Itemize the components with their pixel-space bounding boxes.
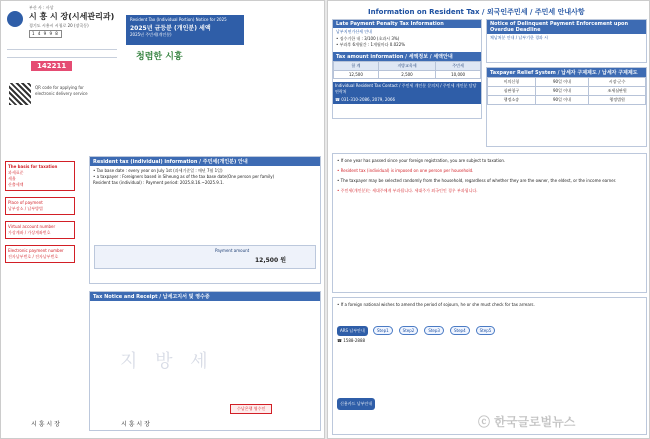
right-page	[327, 0, 650, 439]
step-pill: Step4	[450, 326, 470, 335]
amount-table	[333, 61, 481, 79]
stamp-watermark: 지 방 세	[120, 351, 214, 372]
amount-value: 12,500 원	[255, 257, 287, 264]
tax-basis-item: 산출세액	[8, 182, 24, 187]
watermark: ⓒ 한국글로벌뉴스	[478, 415, 576, 429]
note-line: • Resident tax (individual) is imposed on one person per household.	[337, 168, 474, 173]
relief-cell: 심판청구	[488, 87, 536, 96]
notice-header	[126, 15, 244, 45]
steps-row	[373, 326, 643, 335]
payment-place-box	[5, 197, 75, 215]
late-penalty-section	[332, 19, 482, 119]
info-line: • a taxpayer : Foreigners based in Siheung as of the tax base date(One person per family)	[93, 174, 275, 179]
info-line: • Tax base date : every year on July 1st (과세기준일 : 매년 7월 1일)	[93, 168, 223, 173]
amount-title: Tax amount information / 세액정보 / 세액안내	[333, 52, 481, 61]
relief-cell: 행정법원	[589, 96, 646, 105]
delinq-title: Notice of Delinquent Payment Enforcement upon Overdue Deadline	[487, 20, 646, 34]
city-address: 경기도 시흥시 시청로 20 (장곡동)	[29, 23, 89, 28]
relief-cell: 행정소송	[488, 96, 536, 105]
step-pill: Step3	[424, 326, 444, 335]
step-pill: Step1	[373, 326, 393, 335]
note-line: • If one year has passed since your foreign registration, you are subject to taxation.	[337, 158, 506, 163]
receipt-bank: 수납은행 영수인	[230, 404, 272, 414]
relief-cell: 90일 이내	[535, 96, 589, 105]
relief-cell: 조세심판원	[589, 87, 646, 96]
postal-code: 1 4 9 9 8	[29, 30, 62, 38]
late-title-ko: 납부지연가산세 안내	[336, 29, 373, 34]
tax-basis-title: The basis for taxation	[8, 164, 58, 169]
qr-note: QR code for applying for electronic delivery service	[35, 85, 88, 96]
contact-phone[interactable]: ☎ 031-310-2086, 2079, 2066	[333, 96, 481, 104]
contact-line: Individual Resident Tax Contact / 주민세 개인분 문의처 / 주민세 개인분 담당 연락처	[333, 82, 481, 96]
relief-cell: 이의신청	[488, 78, 536, 87]
postal-box	[7, 45, 117, 75]
amount-table	[94, 245, 316, 269]
notice-en: Resident Tax (Individual Portion) Notice for 2025	[130, 17, 227, 22]
receipt-title: Tax Notice and Receipt / 납세고지서 및 영수증	[90, 292, 320, 301]
postal-number: 142211	[31, 61, 72, 71]
note-line: • If a foreign national wishes to amend the period of sojourn, he or she must check for tax arrears.	[337, 302, 535, 307]
amount-header: 합 계	[334, 62, 379, 71]
late-line: • 부과후 6개월간 : 1개월마다 0.022%	[336, 42, 406, 47]
right-title: Information on Resident Tax / 외국인주민세 / 주민세 안내사항	[368, 8, 585, 16]
step-pill: Step2	[399, 326, 419, 335]
payment-place-en: Place of payment	[8, 200, 43, 205]
e-payment-box	[5, 245, 75, 263]
qr-code	[9, 83, 31, 105]
amount-header: 지방교육세	[378, 62, 435, 71]
info-panel	[89, 156, 321, 284]
note-line: • 주민세(개인분)는 세대주에게 부과됩니다. 세대주가 외국인인 경우 부과됩니다.	[337, 188, 478, 193]
e-payment-ko: 전자납부번호 / 전자납부번호	[8, 254, 59, 259]
left-sidebar	[5, 161, 75, 263]
dept-label: 부산 사 : 사상	[29, 5, 54, 10]
amount-header: 주민세	[436, 62, 481, 71]
e-payment-en: Electronic payment number	[8, 248, 64, 253]
relief-cell: 시장·군수	[589, 78, 646, 87]
late-title: Late Payment Penalty Tax Information	[333, 20, 481, 28]
notes-section	[332, 153, 647, 293]
tax-basis-item: 과세표준	[8, 170, 24, 175]
relief-title: Taxpayer Relief System / 납세자 구제제도 / 납세자 구제제도	[487, 68, 646, 77]
footer-left: 시 흥 시 장	[31, 421, 60, 428]
relief-section	[486, 67, 647, 147]
tax-basis-box	[5, 161, 75, 191]
relief-table	[487, 77, 646, 105]
relief-row	[488, 96, 646, 105]
ars-button[interactable]: ARS 납부안내	[337, 326, 368, 336]
delinquent-section	[486, 19, 647, 63]
card-button[interactable]: 신용카드 납부안내	[337, 398, 375, 410]
city-title: 시 흥 시 장(시세관리과)	[29, 12, 115, 21]
virtual-account-ko: 가상계좌 / 가상계좌번호	[8, 230, 51, 235]
relief-cell: 90일 이내	[535, 87, 589, 96]
tax-basis-item: 세율	[8, 176, 16, 181]
notice-sub: 2025년 주민세(개인분)	[130, 32, 172, 37]
step-pill: Step5	[476, 326, 496, 335]
relief-cell: 90일 이내	[535, 78, 589, 87]
footer-mid: 시 흥 시 장	[121, 421, 150, 428]
payment-place-ko: 납부장소 / 납부방법	[8, 206, 43, 211]
info-title: Resident tax (individual) information / 주민세(개인분) 안내	[90, 157, 320, 166]
relief-row	[488, 87, 646, 96]
virtual-account-en: Virtual account number	[8, 224, 56, 229]
ars-phone: ☎ 1588-2888	[337, 338, 366, 343]
brand-logo: 청렴한 시흥	[136, 52, 183, 62]
amount-cell: 10,000	[436, 71, 481, 79]
info-line: Resident tax (individual) : Payment period: 2025.8.16.~2025.9.1.	[93, 180, 224, 185]
note-line: • The taxpayer may be selected randomly from the household, regardless of whether they are the owner, the eldest, or the income earner.	[337, 178, 617, 183]
city-logo	[7, 11, 23, 27]
amount-cell: 2,500	[378, 71, 435, 79]
late-line: • 징수기한 내 : 3/100 (초과시 3%)	[336, 36, 400, 41]
virtual-account-box	[5, 221, 75, 239]
delinq-title-ko: 체납처분 안내 / 납부기한 경과 시	[490, 35, 548, 40]
receipt-panel	[89, 291, 321, 431]
amount-label: Payment amount	[215, 248, 250, 253]
amount-cell: 12,500	[334, 71, 379, 79]
relief-row	[488, 78, 646, 87]
notice-ko: 2025년 균등분 (개인분) 세액	[130, 25, 211, 32]
